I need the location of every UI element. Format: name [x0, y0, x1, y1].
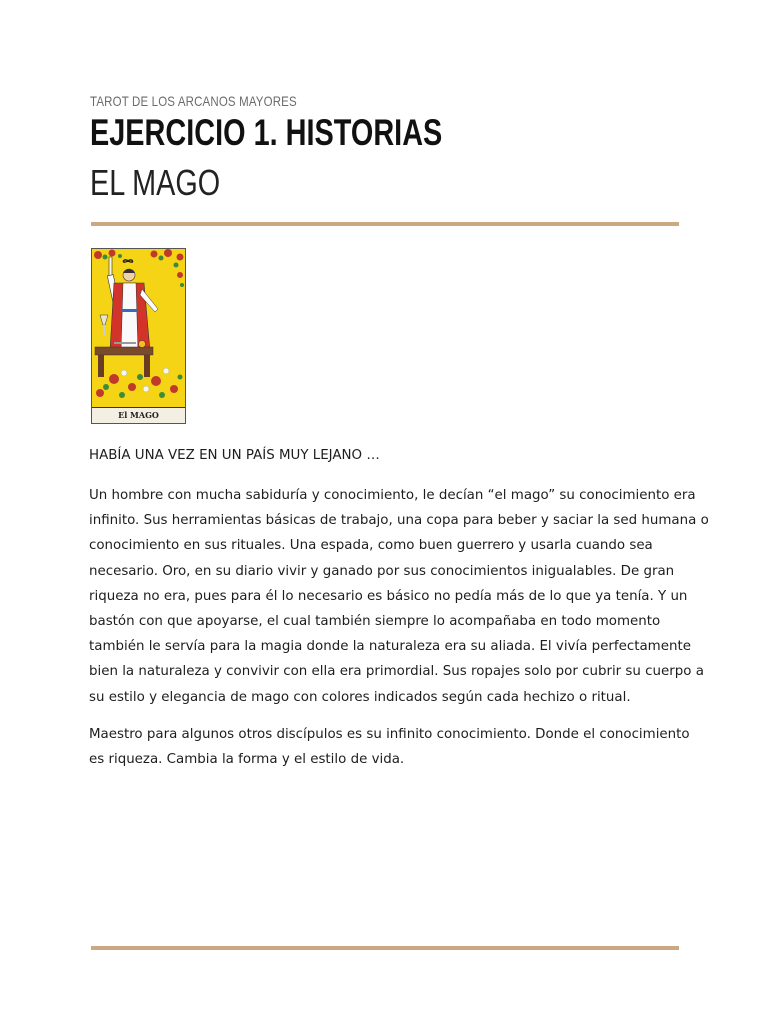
document-subtitle: EL MAGO [90, 162, 221, 203]
text-line: conocimiento en sus rituales. Una espada, como buen guerrero y usarla cuando sea [89, 538, 653, 554]
text-line: es riqueza. Cambia la forma y el estilo de vida. [89, 752, 405, 768]
text-line: su estilo y elegancia de mago con colores indicados según cada hechizo o ritual. [89, 689, 631, 705]
tarot-card-label: El MAGO [92, 407, 185, 423]
text-line: Un hombre con mucha sabiduría y conocimiento, le decían “el mago” su conocimiento era [89, 488, 696, 503]
text-line: bien la naturaleza y convivir con ella era primordial. Sus ropajes solo por cubrir su cuerpo a [89, 664, 704, 680]
top-divider [91, 222, 679, 226]
magician-card-illustration [92, 249, 185, 408]
text-line: Maestro para algunos otros discípulos es su infinito conocimiento. Donde el conocimiento [89, 727, 690, 742]
text-line: riqueza no era, pues para él lo necesario es básico no pedía más de lo que ya tenía. Y un [89, 588, 688, 604]
bottom-divider [91, 946, 679, 950]
document-title: EJERCICIO 1. HISTORIAS [90, 112, 443, 153]
tarot-card-image [91, 248, 186, 424]
text-line: también le servía para la magia donde la naturaleza era su aliada. El vivía perfectamente [89, 639, 691, 655]
paragraph-intro [89, 443, 689, 468]
text-line: infinito. Sus herramientas básicas de trabajo, una copa para beber y saciar la sed humana o [89, 513, 709, 529]
document-eyebrow: TAROT DE LOS ARCANOS MAYORES [90, 93, 297, 109]
text-line: necesario. Oro, en su diario vivir y ganado por sus conocimientos inigualables. De gran [89, 563, 675, 579]
paragraph-story [89, 483, 709, 710]
text-line: HABÍA UNA VEZ EN UN PAÍS MUY LEJANO … [89, 448, 380, 463]
text-line: bastón con que apoyarse, el cual también siempre lo acompañaba en todo momento [89, 614, 661, 630]
paragraph-closing [89, 722, 689, 772]
